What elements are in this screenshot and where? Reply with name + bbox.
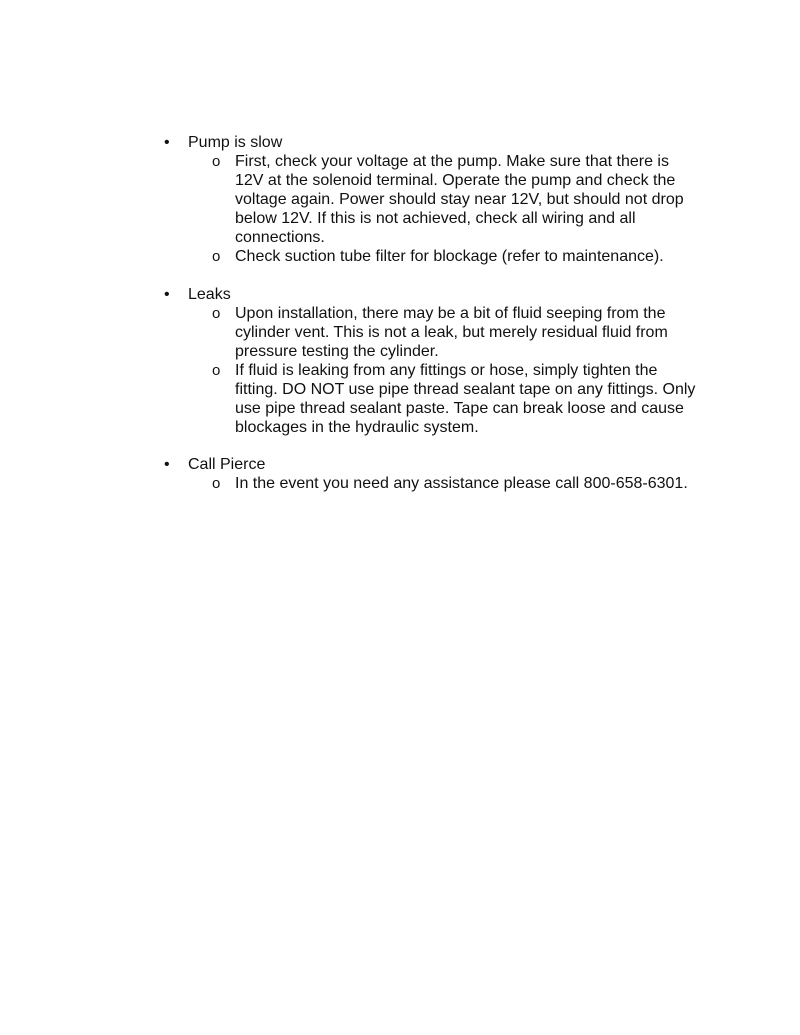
text-line: below 12V. If this is not achieved, check all wiring and all [235,210,636,227]
text-line: Upon installation, there may be a bit of fluid seeping from the [235,305,666,322]
bullet-item [164,133,724,152]
section-heading: Leaks [188,286,231,303]
bullet-item [164,455,724,474]
text-line: Check suction tube filter for blockage (refer to maintenance). [235,248,664,265]
text-line: blockages in the hydraulic system. [235,419,479,436]
sub-list-item [212,474,724,493]
text-line: 12V at the solenoid terminal. Operate the pump and check the [235,172,676,189]
bullet-icon: • [164,286,170,303]
bullet-item [164,285,724,304]
bullet-icon: • [164,456,170,473]
sub-bullet-icon: o [212,248,221,265]
text-line: voltage again. Power should stay near 12V, but should not drop [235,191,684,208]
section-heading: Pump is slow [188,134,283,151]
sub-bullet-icon: o [212,153,221,170]
section-pump-is-slow [164,133,724,266]
section-call-pierce [164,455,724,493]
sub-list-item [212,304,724,361]
text-line: pressure testing the cylinder. [235,343,439,360]
sub-list-item [212,361,724,437]
sub-list-item [212,247,724,266]
sub-bullet-icon: o [212,362,221,379]
sub-bullet-icon: o [212,305,221,322]
section-heading: Call Pierce [188,456,266,473]
sub-bullet-icon: o [212,475,221,492]
text-line: fitting. DO NOT use pipe thread sealant tape on any fittings. Only [235,381,696,398]
bullet-icon: • [164,134,170,151]
sub-list-item [212,152,724,247]
text-line: First, check your voltage at the pump. Make sure that there is [235,153,669,170]
section-leaks [164,285,724,437]
text-line: If fluid is leaking from any fittings or hose, simply tighten the [235,362,658,379]
text-line: use pipe thread sealant paste. Tape can break loose and cause [235,400,684,417]
text-line: In the event you need any assistance please call 800-658-6301. [235,475,688,492]
text-line: connections. [235,229,325,246]
text-line: cylinder vent. This is not a leak, but merely residual fluid from [235,324,668,341]
